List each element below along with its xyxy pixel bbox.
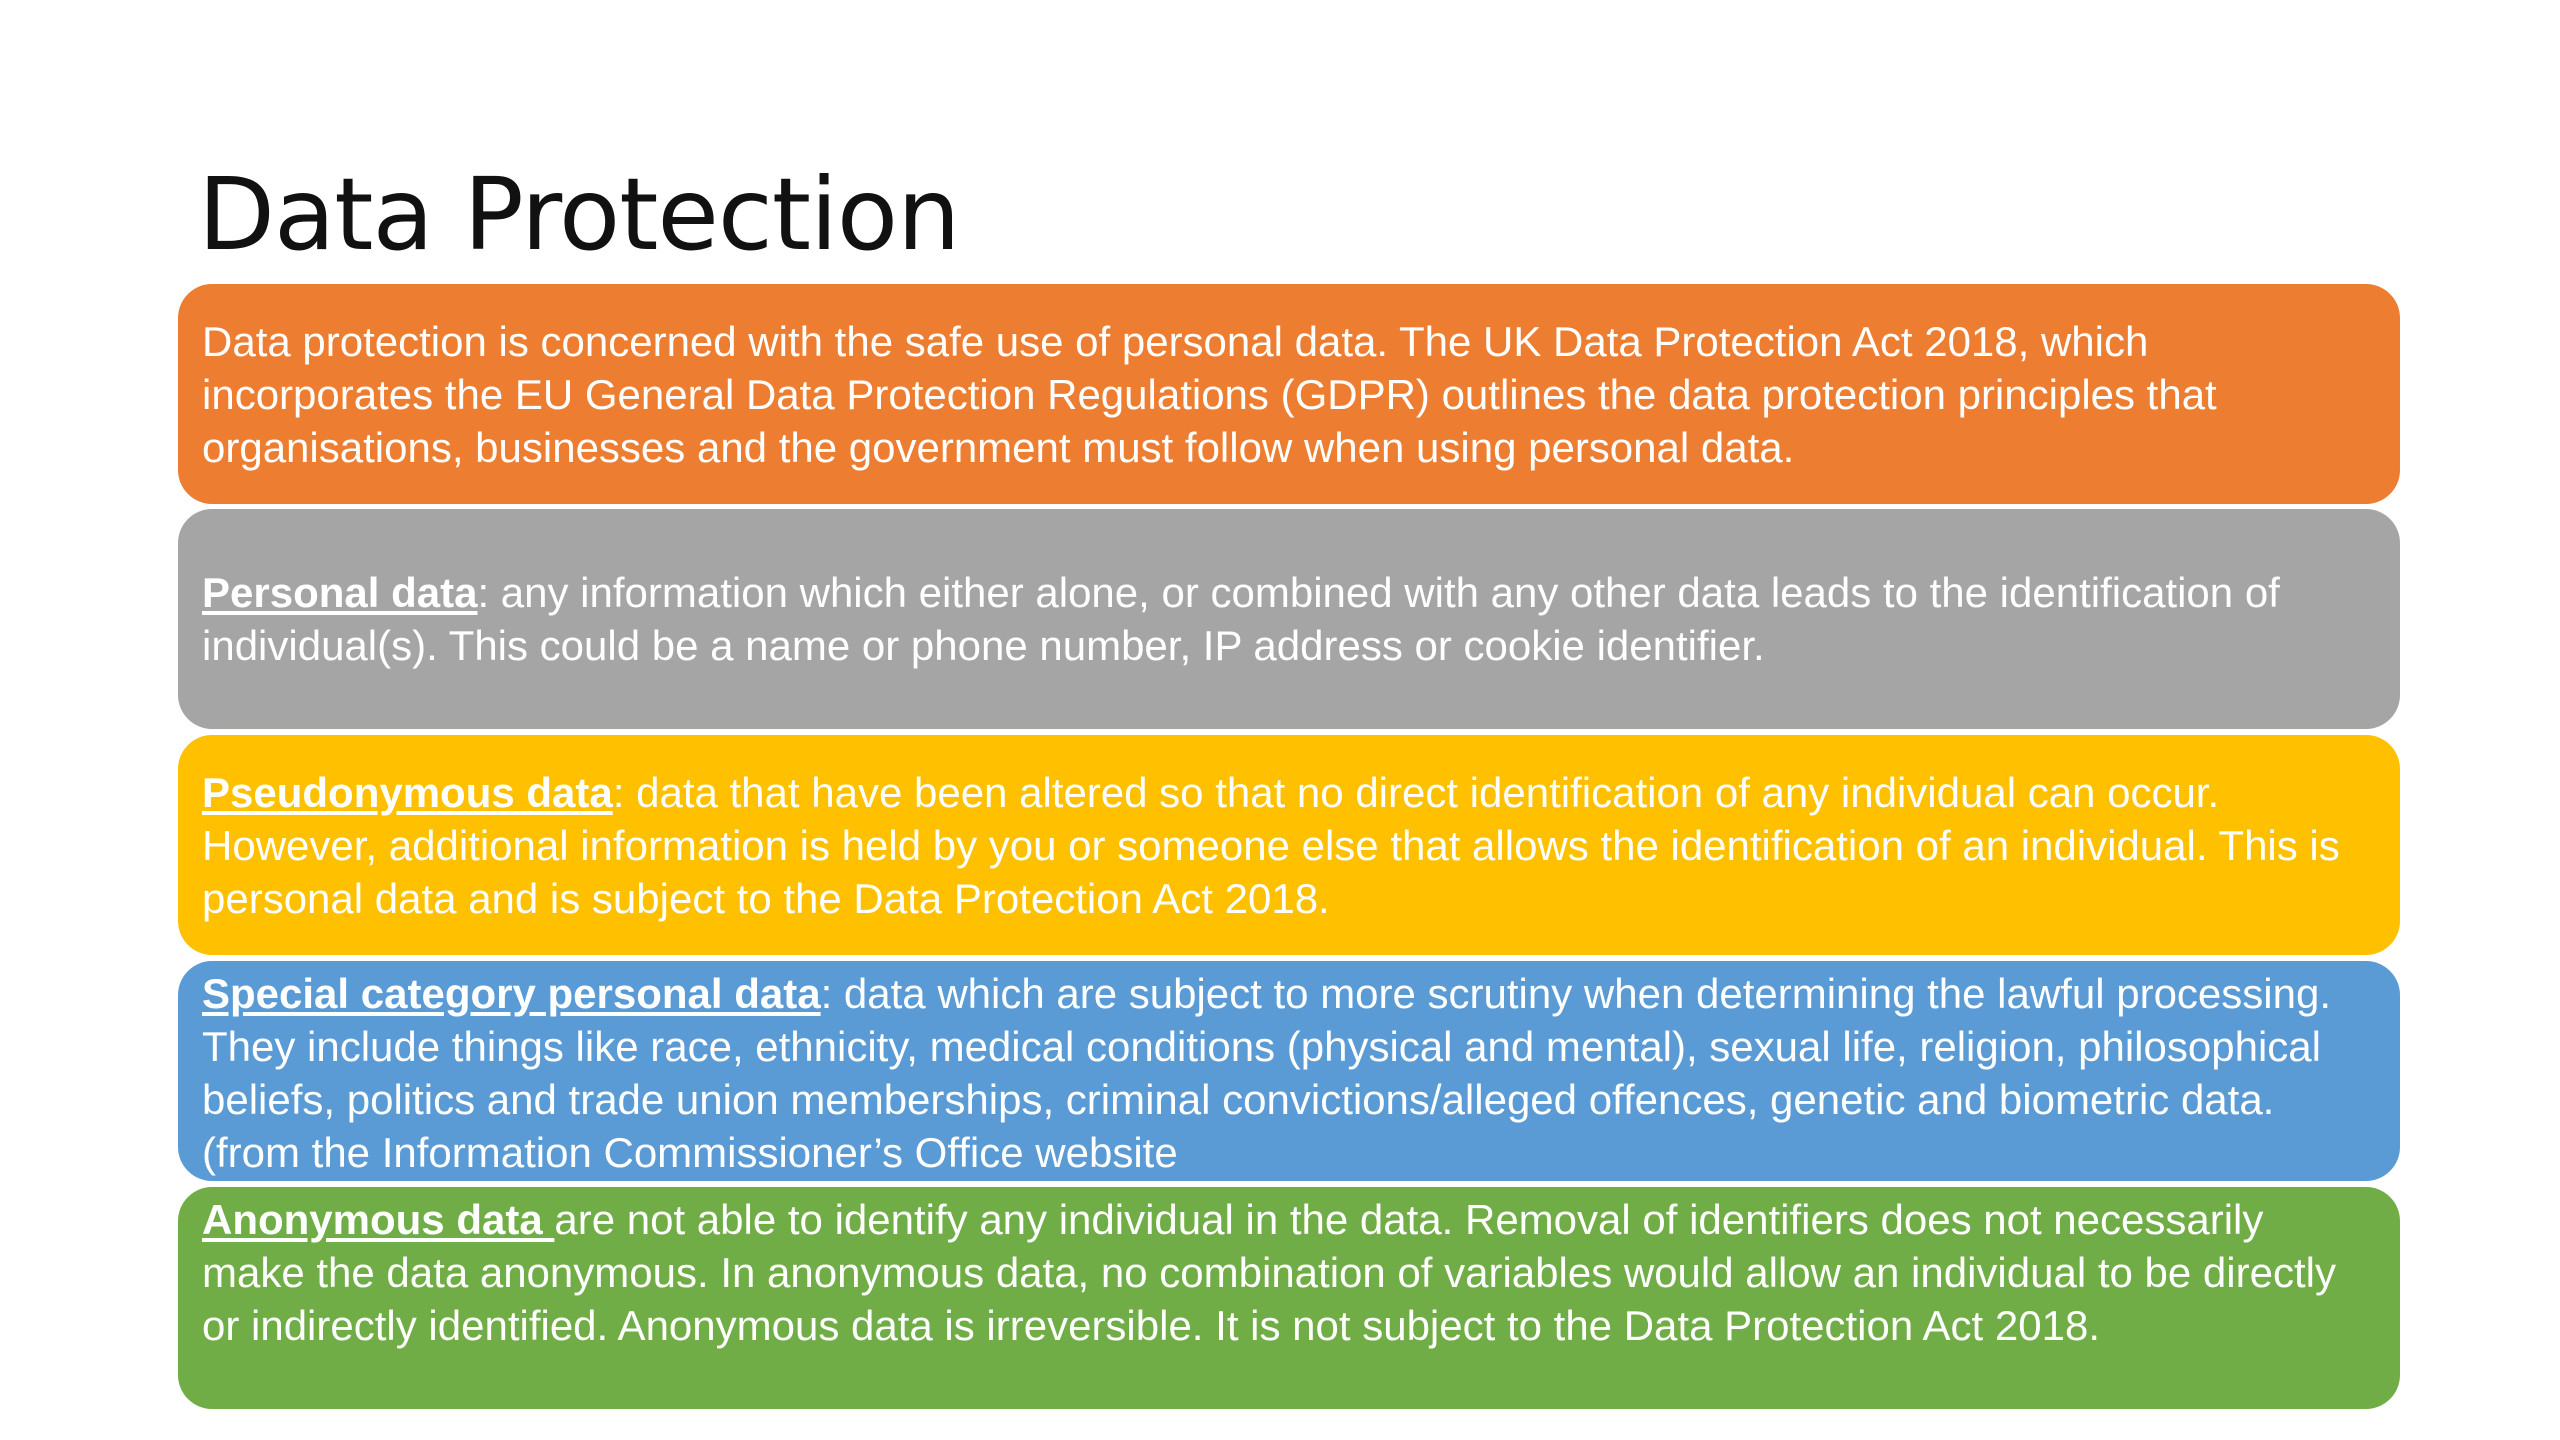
pseudonymous-data-term: Pseudonymous data — [202, 768, 613, 816]
pseudonymous-data-box — [178, 735, 2400, 955]
special-category-data-box — [178, 961, 2400, 1181]
slide-title: Data Protection — [198, 156, 960, 273]
anonymous-data-box — [178, 1187, 2400, 1409]
special-category-data-definition: : data which are subject to more scrutiny when determining the lawful processing. They include things like race, ethnicity, medical conditions (physical and mental), sexual life, religion, philosophical beliefs, politics and trade union memberships, criminal convictions/alleged offences, genetic and biometric data. (from the Information Commissioner’s Office website — [202, 970, 2331, 1176]
pseudonymous-data-paragraph — [202, 766, 2370, 925]
special-category-data-paragraph — [202, 967, 2370, 1179]
intro-box — [178, 284, 2400, 504]
personal-data-definition: : any information which either alone, or combined with any other data leads to the identification of individual(s). This could be a name or phone number, IP address or cookie identifier. — [202, 569, 2280, 669]
anonymous-data-paragraph — [202, 1193, 2370, 1352]
anonymous-data-definition: are not able to identify any individual in the data. Removal of identifiers does not necessarily make the data anonymous. In anonymous data, no combination of variables would allow an individual to be directly or indirectly identified. Anonymous data is irreversible. It is not subject to the Data Protection Act 2018. — [202, 1196, 2336, 1349]
personal-data-box — [178, 509, 2400, 729]
special-category-data-term: Special category personal data — [202, 970, 821, 1017]
personal-data-paragraph — [202, 566, 2370, 672]
anonymous-data-term: Anonymous data — [202, 1196, 555, 1243]
pseudonymous-data-definition: : data that have been altered so that no direct identification of any individual can occur. However, additional information is held by you or someone else that allows the identification of an individual. This is personal data and is subject to the Data Protection Act 2018. — [202, 768, 2340, 922]
intro-text: Data protection is concerned with the safe use of personal data. The UK Data Protection Act 2018, which incorporates the EU General Data Protection Regulations (GDPR) outlines the data protection principles that organisations, businesses and the government must follow when using personal data. — [202, 317, 2217, 471]
personal-data-term: Personal data — [202, 569, 478, 616]
